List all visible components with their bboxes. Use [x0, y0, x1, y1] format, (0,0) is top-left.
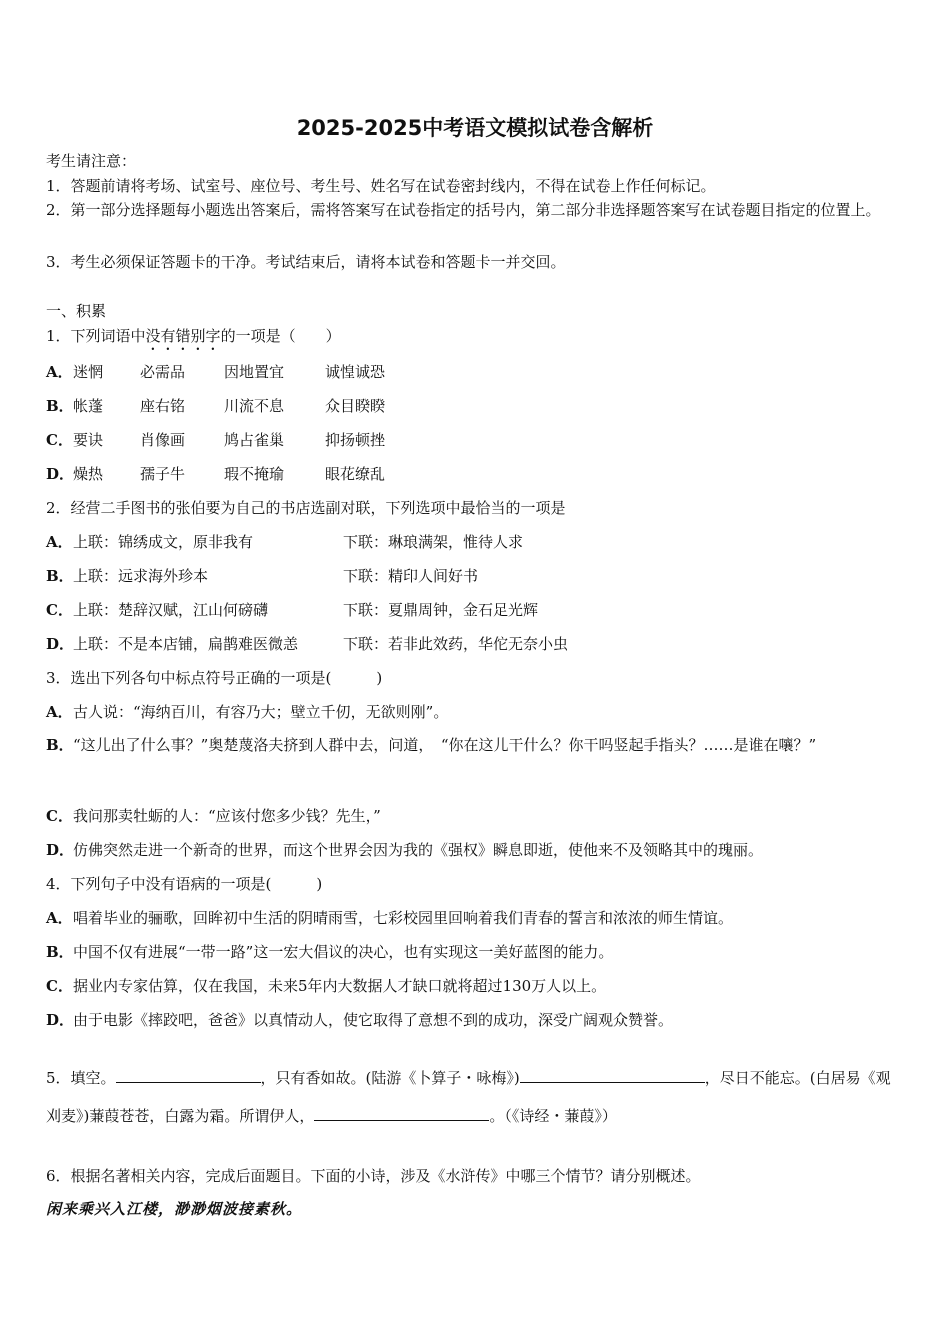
notice-item-3: 3．考生必须保证答题卡的干净。考试结束后，请将本试卷和答题卡一并交回。: [46, 253, 566, 271]
notice-item-2: 2．第一部分选择题每小题选出答案后，需将答案写在试卷指定的括号内，第二部分非选择题答案写在试卷题目指定的位置上。: [46, 201, 881, 219]
q6-poem: 闲来乘兴入江楼，渺渺烟波接素秋。: [46, 1200, 303, 1218]
q1-option-d: D．燥热 孺子牛 瑕不掩瑜 眼花缭乱: [46, 465, 386, 483]
section-heading: 一、积累: [46, 302, 107, 320]
q4-option-a: A．唱着毕业的骊歌，回眸初中生活的阴晴雨雪，七彩校园里回响着我们青春的誓言和浓浓的师生情谊。: [46, 909, 734, 927]
q1-option-b: B．帐蓬 座右铭 川流不息 众目睽睽: [46, 397, 386, 415]
q3-option-b: B．“这儿出了什么事？”奥楚蔑洛夫挤到人群中去，问道， “你在这儿干什么？你干吗竖起手指头？……是谁在嚷？”: [46, 736, 817, 754]
q1-stem: 1．下列词语中没有错别字的一项是（ ）: [46, 327, 341, 345]
q4-option-c: C．据业内专家估算，仅在我国，未来5年内大数据人才缺口就将超过130万人以上。: [46, 977, 607, 995]
q2-option-a: A．上联：锦绣成文，原非我有 下联：琳琅满架，惟待人求: [46, 533, 524, 551]
q2-option-c: C．上联：楚辞汉赋，江山何磅礴 下联：夏鼎周钟，金石足光辉: [46, 601, 539, 619]
q2-option-d: D．上联：不是本店铺，扁鹊难医微恙 下联：若非此效药，华佗无奈小虫: [46, 635, 569, 653]
notice-heading: 考生请注意：: [46, 152, 137, 170]
q5-blank-3[interactable]: [314, 1106, 489, 1121]
q3-option-d: D．仿佛突然走进一个新奇的世界，而这个世界会因为我的《强权》瞬息即逝，使他来不及领略其中的瑰丽。: [46, 841, 764, 859]
page-title: 2025-2025中考语文模拟试卷含解析: [296, 116, 654, 140]
q2-stem: 2．经营二手图书的张伯要为自己的书店选副对联，下列选项中最恰当的一项是: [46, 499, 566, 517]
q5-blank-1[interactable]: [116, 1068, 261, 1083]
notice-item-1: 1．答题前请将考场、试室号、座位号、考生号、姓名写在试卷密封线内，不得在试卷上作任何标记。: [46, 177, 716, 195]
q3-stem: 3．选出下列各句中标点符号正确的一项是( ): [46, 669, 383, 687]
q2-option-b: B．上联：远求海外珍本 下联：精印人间好书: [46, 567, 479, 585]
q5-fill-in: 5．填空。 ，只有香如故。(陆游《卜算子・咏梅》) ，尽日不能忘。(白居易《观刈麦》)蒹葭苍苍，白露为霜。所谓伊人， 。（《诗经・蒹葭》）: [46, 1069, 891, 1125]
q1-option-c: C．要诀 肖像画 鸠占雀巢 抑扬顿挫: [46, 431, 386, 449]
q4-option-d: D．由于电影《摔跤吧，爸爸》以真情动人，使它取得了意想不到的成功，深受广阔观众赞誉。: [46, 1011, 674, 1029]
q4-stem: 4．下列句子中没有语病的一项是( ): [46, 875, 323, 893]
q1-emphasis: 没有错别字: [145, 327, 221, 345]
q4-option-b: B．中国不仅有进展“一带一路”这一宏大倡议的决心，也有实现这一美好蓝图的能力。: [46, 943, 614, 961]
q1-option-a: A．迷惘 必需品 因地置宜 诚惶诚恐: [46, 363, 386, 381]
q6-stem: 6．根据名著相关内容，完成后面题目。下面的小诗，涉及《水浒传》中哪三个情节？请分别概述。: [46, 1167, 701, 1185]
q3-option-a: A．古人说：“海纳百川，有容乃大；壁立千仞，无欲则刚”。: [46, 703, 449, 721]
q5-blank-2[interactable]: [520, 1068, 705, 1083]
q3-option-c: C．我问那卖牡蛎的人：“应该付您多少钱？先生，”: [46, 807, 381, 825]
